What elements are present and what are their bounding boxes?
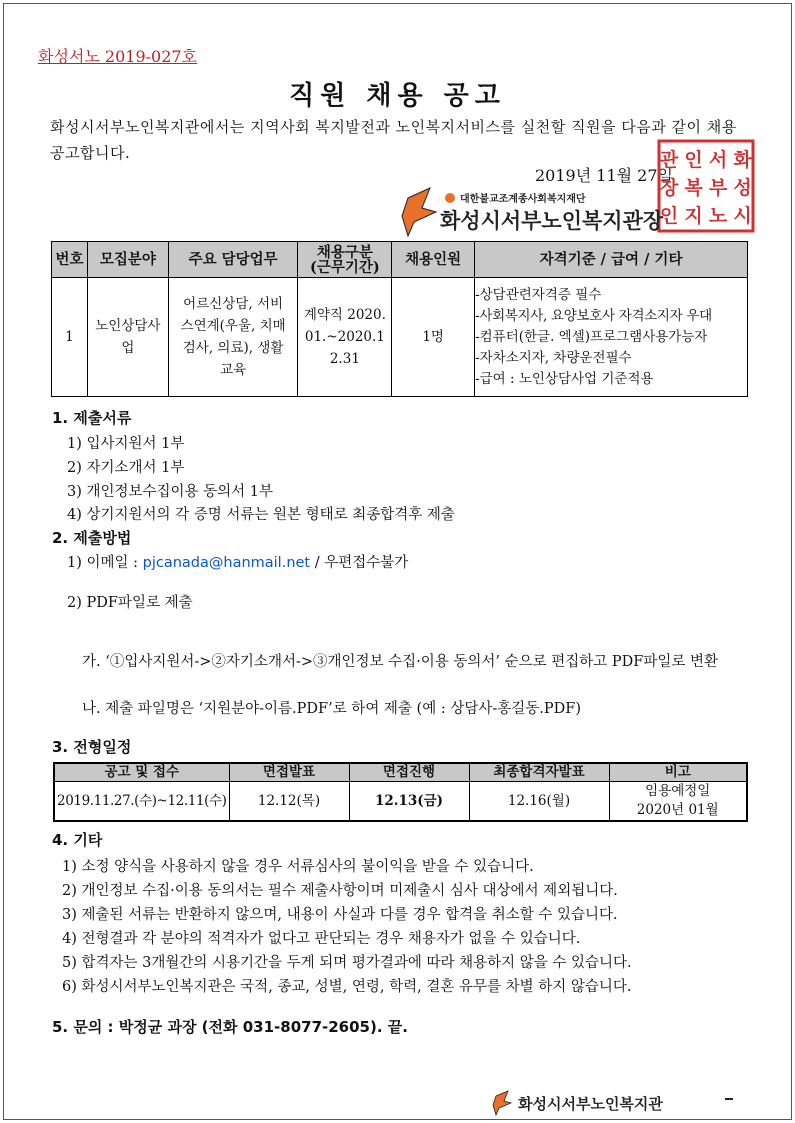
section-4-item: 2) 개인정보 수집·이용 동의서는 필수 제출사항이며 미제출시 심사 대상에서 제외됩니다. bbox=[62, 883, 618, 899]
seal-char: 성 bbox=[733, 177, 752, 199]
header-no: 번호 bbox=[52, 242, 88, 278]
instruction-na: 나. 제출 파일명은 ‘지원분야-이름.PDF’로 하여 제출 (예 : 상담사-홍길동.PDF) bbox=[82, 701, 581, 717]
section-1-item: 1) 입사지원서 1부 bbox=[67, 436, 185, 452]
section-4-item: 5) 합격자는 3개월간의 시용기간을 두게 되며 평가결과에 따라 채용하지 않을 수 있습니다. bbox=[62, 955, 632, 971]
logo-name-text: 화성시서부노인복지관장 bbox=[440, 209, 664, 233]
job-table bbox=[51, 241, 748, 397]
cell-note: 임용예정일 2020년 01월 bbox=[609, 782, 747, 822]
seal-char: 인 bbox=[684, 149, 703, 171]
official-seal bbox=[656, 138, 756, 234]
footer-dash bbox=[725, 1098, 733, 1100]
page-title: 직원 채용 공고 bbox=[289, 81, 506, 111]
section-4-item: 6) 화성시서부노인복지관은 국적, 종교, 성별, 연령, 학력, 결혼 유무를 차별 하지 않습니다. bbox=[62, 979, 632, 995]
seal-char: 관 bbox=[659, 149, 679, 171]
qualification-item: -사회복지사, 요양보호사 자격소지자 우대 bbox=[475, 307, 712, 324]
header-qualifications: 자격기준 / 급여 / 기타 bbox=[475, 242, 748, 278]
cell-field: 노인상담사업 bbox=[87, 278, 168, 397]
header-field: 모집분야 bbox=[87, 242, 168, 278]
section-2-title: 2. 제출방법 bbox=[52, 529, 132, 547]
seal-char: 부 bbox=[708, 177, 728, 199]
instruction-ga: 가. ‘①입사지원서->②자기소개서->③개인정보 수집·이용 동의서’ 순으로 편집하고 PDF파일로 변환 bbox=[82, 654, 718, 670]
seal-char: 노 bbox=[708, 205, 728, 227]
footer-logo bbox=[492, 1090, 692, 1116]
cell-interview-notice: 12.12(목) bbox=[229, 782, 349, 822]
section-4-title: 4. 기타 bbox=[52, 831, 103, 849]
contact-line: 5. 문의 : 박정균 과장 (전화 031-8077-2605). 끝. bbox=[52, 1018, 408, 1036]
cell-count: 1명 bbox=[392, 278, 475, 397]
header-type: 채용구분 (근무기간) bbox=[298, 242, 392, 278]
qualification-item: -컴퓨터(한글. 엑셀)프로그램사용가능자 bbox=[475, 328, 708, 345]
section-1-item: 4) 상기지원서의 각 증명 서류는 원본 형태로 최종합격후 제출 bbox=[67, 507, 455, 523]
header-final: 최종합격자발표 bbox=[469, 763, 609, 782]
logo-mark-icon bbox=[402, 188, 436, 236]
header-interview: 면접진행 bbox=[349, 763, 469, 782]
header-interview-notice: 면접발표 bbox=[229, 763, 349, 782]
cell-final: 12.16(월) bbox=[469, 782, 609, 822]
header-posting: 공고 및 접수 bbox=[54, 763, 229, 782]
section-4-item: 4) 전형결과 각 분야의 적격자가 없다고 판단되는 경우 채용자가 없을 수 있습니다. bbox=[62, 931, 581, 947]
table-row bbox=[54, 782, 747, 822]
email-link[interactable]: pjcanada@hanmail.net bbox=[142, 555, 311, 571]
qualification-item: -자차소지자, 차량운전필수 bbox=[475, 349, 632, 366]
header-duties: 주요 담당업무 bbox=[168, 242, 298, 278]
schedule-header bbox=[54, 763, 747, 782]
pdf-line: 2) PDF파일로 제출 bbox=[67, 595, 193, 611]
seal-char: 장 bbox=[659, 177, 679, 199]
seal-char: 지 bbox=[684, 205, 703, 227]
section-1-item: 2) 자기소개서 1부 bbox=[67, 460, 185, 476]
notice-date: 2019년 11월 27일 bbox=[535, 166, 673, 185]
seal-char: 서 bbox=[708, 149, 728, 171]
email-suffix: / 우편접수불가 bbox=[314, 555, 409, 571]
svg-text:화성시서부노인복지관: 화성시서부노인복지관 bbox=[518, 1095, 663, 1113]
schedule-table bbox=[53, 762, 748, 822]
cell-posting: 2019.11.27.(수)~12.11(수) bbox=[54, 782, 229, 822]
section-3-title: 3. 전형일정 bbox=[52, 738, 132, 756]
seal-char: 시 bbox=[733, 205, 752, 227]
logo-sub-text: 대한불교조계종사회복지재단 bbox=[460, 194, 586, 205]
section-4-item: 1) 소정 양식을 사용하지 않을 경우 서류심사의 불이익을 받을 수 있습니다. bbox=[62, 859, 534, 875]
intro-paragraph: 화성시서부노인복지관에서는 지역사회 복지발전과 노인복지서비스를 실천할 직원을 다음과 같이 채용 공고합니다. bbox=[50, 118, 737, 162]
qualification-item: -상담관련자격증 필수 bbox=[475, 286, 602, 303]
cell-type: 계약직 2020.01.~2020.12.31 bbox=[298, 278, 392, 397]
table-row bbox=[52, 278, 748, 397]
organization-logo bbox=[400, 186, 670, 238]
job-table-header bbox=[52, 242, 748, 278]
email-prefix: 1) 이메일 : bbox=[67, 555, 139, 571]
qualification-item: -급여 : 노인상담사업 기준적용 bbox=[475, 370, 654, 387]
section-1-title: 1. 제출서류 bbox=[52, 409, 132, 427]
cell-duties: 어르신상담, 서비스연계(우울, 치매검사, 의료), 생활교육 bbox=[168, 278, 298, 397]
cell-interview: 12.13(금) bbox=[349, 782, 469, 822]
footer-logo-mark-icon bbox=[493, 1091, 511, 1115]
header-count: 채용인원 bbox=[392, 242, 475, 278]
document-number: 화성서노 2019-027호 bbox=[38, 47, 198, 66]
header-note: 비고 bbox=[609, 763, 747, 782]
cell-no: 1 bbox=[52, 278, 88, 397]
cell-qualifications bbox=[475, 278, 748, 397]
seal-char: 인 bbox=[659, 205, 679, 227]
seal-char: 복 bbox=[684, 177, 703, 199]
email-line bbox=[67, 551, 408, 572]
section-1-item: 3) 개인정보수집이용 동의서 1부 bbox=[67, 484, 274, 500]
section-4-item: 3) 제출된 서류는 반환하지 않으며, 내용이 사실과 다를 경우 합격을 취소할 수 있습니다. bbox=[62, 907, 618, 923]
seal-char: 화 bbox=[733, 149, 752, 171]
